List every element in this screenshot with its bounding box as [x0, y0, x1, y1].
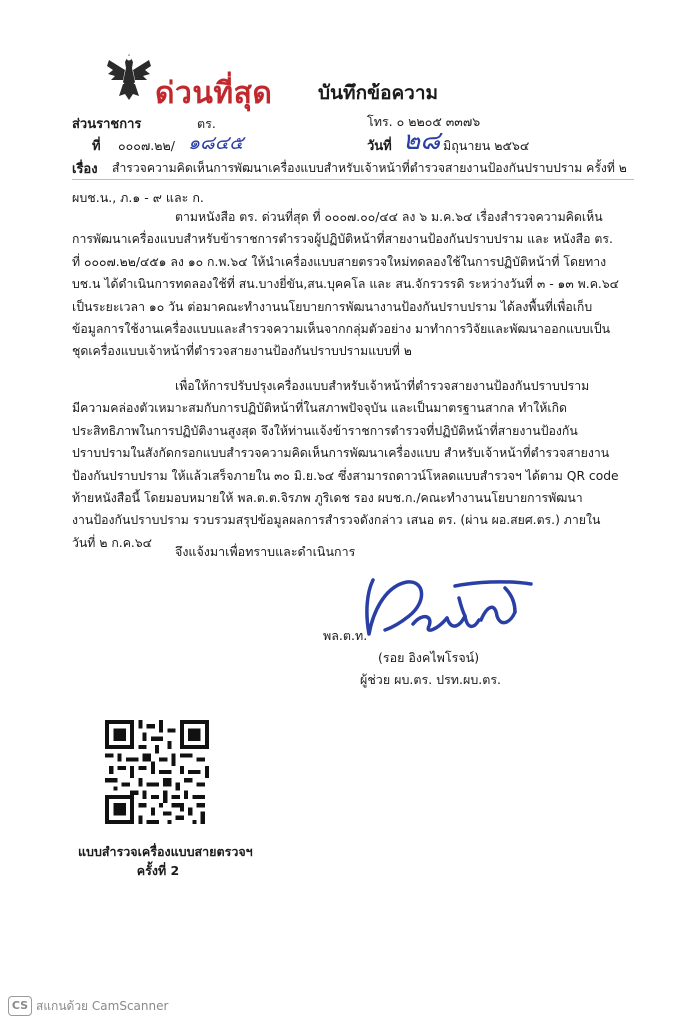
closing-line: จึงแจ้งมาเพื่อทราบและดำเนินการ — [175, 544, 356, 559]
signature-position: ผู้ช่วย ผบ.ตร. ปรท.ผบ.ตร. — [360, 672, 502, 687]
paragraph-line: ป้องกันปราบปราม ให้แล้วเสร็จภายใน ๓๐ มิ.ย.๖๔ ซึ่งสามารถดาวน์โหลดแบบสำรวจฯ ได้ตาม QR code — [72, 468, 619, 483]
paragraph-line: งานป้องกันปราบปราม รวบรวมสรุปข้อมูลผลการสำรวจดังกล่าว เสนอ ตร. (ผ่าน ผอ.สยศ.ตร.) ภายใน — [72, 513, 601, 528]
paragraph-line: เป็นระยะเวลา ๑๐ วัน ต่อมาคณะทำงานนโยบายการพัฒนางานป้องกันปราบปราม ได้ลงพื้นที่เพื่อเก็บ — [72, 299, 593, 314]
date-label: วันที่ — [367, 139, 392, 154]
garuda-emblem-icon — [105, 50, 153, 102]
paragraph-2 — [72, 375, 632, 554]
header-divider — [72, 179, 634, 180]
paragraph-line: เพื่อให้การปรับปรุงเครื่องแบบสำหรับเจ้าหน้าที่ตำรวจสายงานป้องกันปราบปราม — [175, 379, 590, 393]
signature-rank: พล.ต.ท. — [323, 628, 368, 643]
signature-name: (รอย อิงคไพโรจน์) — [378, 650, 480, 665]
department-value: ตร. — [197, 116, 216, 131]
recipient: ผบช.น., ภ.๑ - ๙ และ ก. — [72, 190, 204, 205]
paragraph-line: ตามหนังสือ ตร. ด่วนที่สุด ที่ ๐๐๐๗.๐๐/๔๔ ลง ๖ ม.ค.๖๔ เรื่องสำรวจความคิดเห็น — [175, 210, 603, 224]
date-month-year: มิถุนายน ๒๕๖๔ — [443, 138, 530, 153]
paragraph-line: ท้ายหนังสือนี้ โดยมอบหมายให้ พล.ต.ต.จิรภพ ภูริเดช รอง ผบช.ก./คณะทำงานนโยบายการพัฒนา — [72, 491, 583, 506]
number-label: ที่ — [92, 139, 101, 154]
memo-title: บันทึกข้อความ — [318, 82, 439, 104]
paragraph-1 — [72, 206, 632, 363]
camscanner-badge-text: CS — [11, 999, 29, 1012]
camscanner-watermark-text: สแกนด้วย CamScanner — [36, 999, 169, 1013]
urgent-stamp: ด่วนที่สุด — [155, 76, 273, 111]
survey-qr-code[interactable] — [105, 720, 209, 824]
document-number-prefix: ๐๐๐๗.๒๒/ — [118, 138, 175, 153]
camscanner-badge — [8, 996, 32, 1016]
paragraph-line: ข้อมูลการใช้งานเครื่องแบบและสำรวจความเห็นจากกลุ่มตัวอย่าง มาทำการวิจัยและพัฒนาออกแบบเป็น — [72, 322, 611, 337]
document-number-handwritten: ๑๘๔๕ — [188, 132, 244, 154]
paragraph-line: วันที่ ๒ ก.ค.๖๔ — [72, 535, 152, 550]
paragraph-line: บช.น ได้ดำเนินการทดลองใช้ที่ สน.บางยี่ขัน,สน.บุคคโล และ สน.จักรวรรดิ ระหว่างวันที่ ๓ - ๑๓ พ.ค.๖๔ — [72, 277, 619, 292]
subject-text: สำรวจความคิดเห็นการพัฒนาเครื่องแบบสำหรับเจ้าหน้าที่ตำรวจสายงานป้องกันปราบปราม ครั้งที่ ๒ — [112, 161, 627, 175]
qr-caption-line2: ครั้งที่ 2 — [136, 863, 180, 878]
qr-caption-line1: แบบสำรวจเครื่องแบบสายตรวจฯ — [78, 844, 253, 859]
paragraph-line: ที่ ๐๐๐๗.๒๒/๔๕๑ ลง ๑๐ ก.พ.๖๔ ให้นำเครื่องแบบสายตรวจใหม่ทดลองใช้ในการปฏิบัติหน้าที่ โดยทาง — [72, 254, 607, 269]
signature-scribble — [355, 572, 545, 644]
department-label: ส่วนราชการ — [72, 117, 142, 132]
qr-code-icon — [105, 720, 209, 824]
date-day-handwritten: ๒๘ — [403, 126, 441, 156]
paragraph-line: ประสิทธิภาพในการปฏิบัติงานสูงสุด จึงให้ท่านแจ้งข้าราชการตำรวจที่ปฏิบัติหน้าที่สายงานป้องกัน — [72, 423, 578, 438]
paragraph-line: ชุดเครื่องแบบเจ้าหน้าที่ตำรวจสายงานป้องกันปราบปรามแบบที่ ๒ — [72, 344, 412, 359]
subject-label: เรื่อง — [72, 162, 98, 177]
paragraph-line: มีความคล่องตัวเหมาะสมกับการปฏิบัติหน้าที่ในสภาพปัจจุบัน และเป็นมาตรฐานสากล ทำให้เกิด — [72, 401, 568, 416]
phone-number: โทร. ๐ ๒๒๐๕ ๓๓๗๖ — [367, 114, 481, 129]
paragraph-line: ปราบปรามในสังกัดกรอกแบบสำรวจความคิดเห็นการพัฒนาเครื่องแบบ สำหรับเจ้าหน้าที่ตำรวจสายงาน — [72, 446, 610, 461]
paragraph-line: การพัฒนาเครื่องแบบสำหรับข้าราชการตำรวจผู้ปฏิบัติหน้าที่สายงานป้องกันปราบปราม และ หนังสือ ตร. — [72, 232, 613, 247]
